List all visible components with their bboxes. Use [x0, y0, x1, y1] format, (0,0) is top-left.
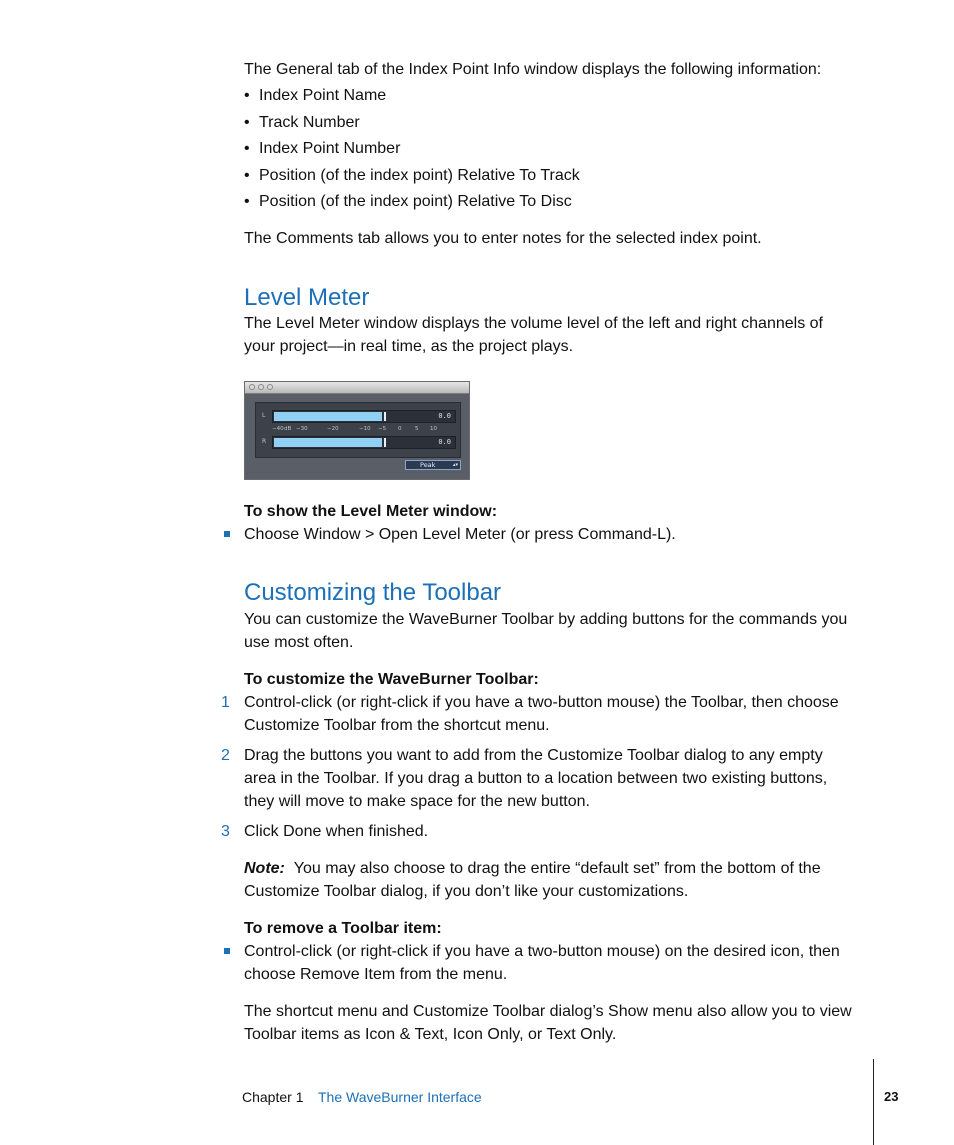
step-square-bullet [224, 948, 230, 954]
step-line: Customize Toolbar from the shortcut menu. [244, 717, 550, 734]
level-meter-body-line: The Level Meter window displays the volume level of the left and right channels of [244, 315, 823, 332]
left-peak-readout: 0.0 [438, 412, 451, 420]
scale-label: −20 [327, 426, 339, 432]
left-peak-marker [384, 412, 386, 421]
scale-label: −10 [359, 426, 371, 432]
step-number: 3 [221, 823, 230, 840]
note-line [244, 857, 821, 880]
note-text: You may also choose to drag the entire “default set” from the bottom of the [293, 860, 821, 877]
window-title-bar [245, 382, 469, 394]
step-line: Control-click (or right-click if you have a two-button mouse) the Toolbar, then choose [244, 694, 839, 711]
closing-line: Toolbar items as Icon & Text, Icon Only, or Text Only. [244, 1026, 617, 1043]
step-line: Click Done when finished. [244, 823, 429, 840]
list-item: Index Point Number [259, 140, 401, 157]
scale-label: dB [284, 426, 292, 432]
step-line: they will move to make space for the new button. [244, 793, 590, 810]
step-square-bullet [224, 531, 230, 537]
task-heading-show-meter: To show the Level Meter window: [244, 503, 498, 520]
step-number: 2 [221, 747, 230, 764]
bullet-dot: • [244, 167, 250, 184]
left-level-fill [274, 412, 382, 421]
close-window-icon [249, 384, 255, 390]
list-item: Position (of the index point) Relative To Track [259, 167, 580, 184]
task-step: choose Remove Item from the menu. [244, 966, 508, 983]
left-channel-meter [272, 410, 456, 423]
scale-label: −5 [378, 426, 387, 432]
section-heading-level-meter: Level Meter [244, 284, 370, 311]
task-heading-customize-toolbar: To customize the WaveBurner Toolbar: [244, 671, 539, 688]
intro-paragraph: The General tab of the Index Point Info window displays the following information: [244, 61, 822, 78]
right-channel-meter [272, 436, 456, 449]
section-heading-customizing-toolbar: Customizing the Toolbar [244, 579, 502, 606]
scale-label: −40 [272, 426, 284, 432]
task-step: Control-click (or right-click if you have a two-button mouse) on the desired icon, then [244, 943, 840, 960]
bullet-dot: • [244, 114, 250, 131]
footer-divider [873, 1059, 874, 1145]
minimize-window-icon [258, 384, 264, 390]
level-meter-screenshot [244, 381, 470, 480]
list-item: Position (of the index point) Relative To Disc [259, 193, 572, 210]
footer-chapter-title: The WaveBurner Interface [318, 1089, 482, 1105]
scale-label: 0 [398, 426, 402, 432]
meter-panel [255, 402, 461, 458]
scale-label: 10 [430, 426, 437, 432]
toolbar-body-line: You can customize the WaveBurner Toolbar by adding buttons for the commands you [244, 611, 848, 628]
step-number: 1 [221, 694, 230, 711]
bullet-dot: • [244, 140, 250, 157]
meter-mode-select[interactable] [405, 460, 461, 470]
step-line: area in the Toolbar. If you drag a button to a location between two existing buttons, [244, 770, 828, 787]
bullet-dot: • [244, 193, 250, 210]
right-peak-marker [384, 438, 386, 447]
right-peak-readout: 0.0 [438, 438, 451, 446]
chevron-updown-icon: ▴▾ [452, 462, 458, 468]
list-item: Track Number [259, 114, 360, 131]
right-channel-label: R [262, 438, 267, 445]
list-item: Index Point Name [259, 87, 387, 104]
task-heading-remove-item: To remove a Toolbar item: [244, 920, 442, 937]
note-line: Customize Toolbar dialog, if you don’t like your customizations. [244, 883, 689, 900]
zoom-window-icon [267, 384, 273, 390]
right-level-fill [274, 438, 382, 447]
note-label: Note: [244, 860, 285, 877]
db-scale [274, 426, 454, 434]
page-number: 23 [884, 1089, 899, 1104]
closing-line: The shortcut menu and Customize Toolbar dialog’s Show menu also allow you to view [244, 1003, 852, 1020]
level-meter-body-line: your project—in real time, as the project plays. [244, 338, 574, 355]
bullet-dot: • [244, 87, 250, 104]
task-step: Choose Window > Open Level Meter (or press Command-L). [244, 526, 676, 543]
toolbar-body-line: use most often. [244, 634, 354, 651]
step-line: Drag the buttons you want to add from the Customize Toolbar dialog to any empty [244, 747, 823, 764]
left-channel-label: L [262, 412, 266, 419]
meter-mode-value: Peak [420, 461, 436, 469]
footer-chapter: Chapter 1 [242, 1089, 304, 1105]
scale-label: −30 [296, 426, 308, 432]
comments-paragraph: The Comments tab allows you to enter notes for the selected index point. [244, 230, 762, 247]
scale-label: 5 [415, 426, 419, 432]
